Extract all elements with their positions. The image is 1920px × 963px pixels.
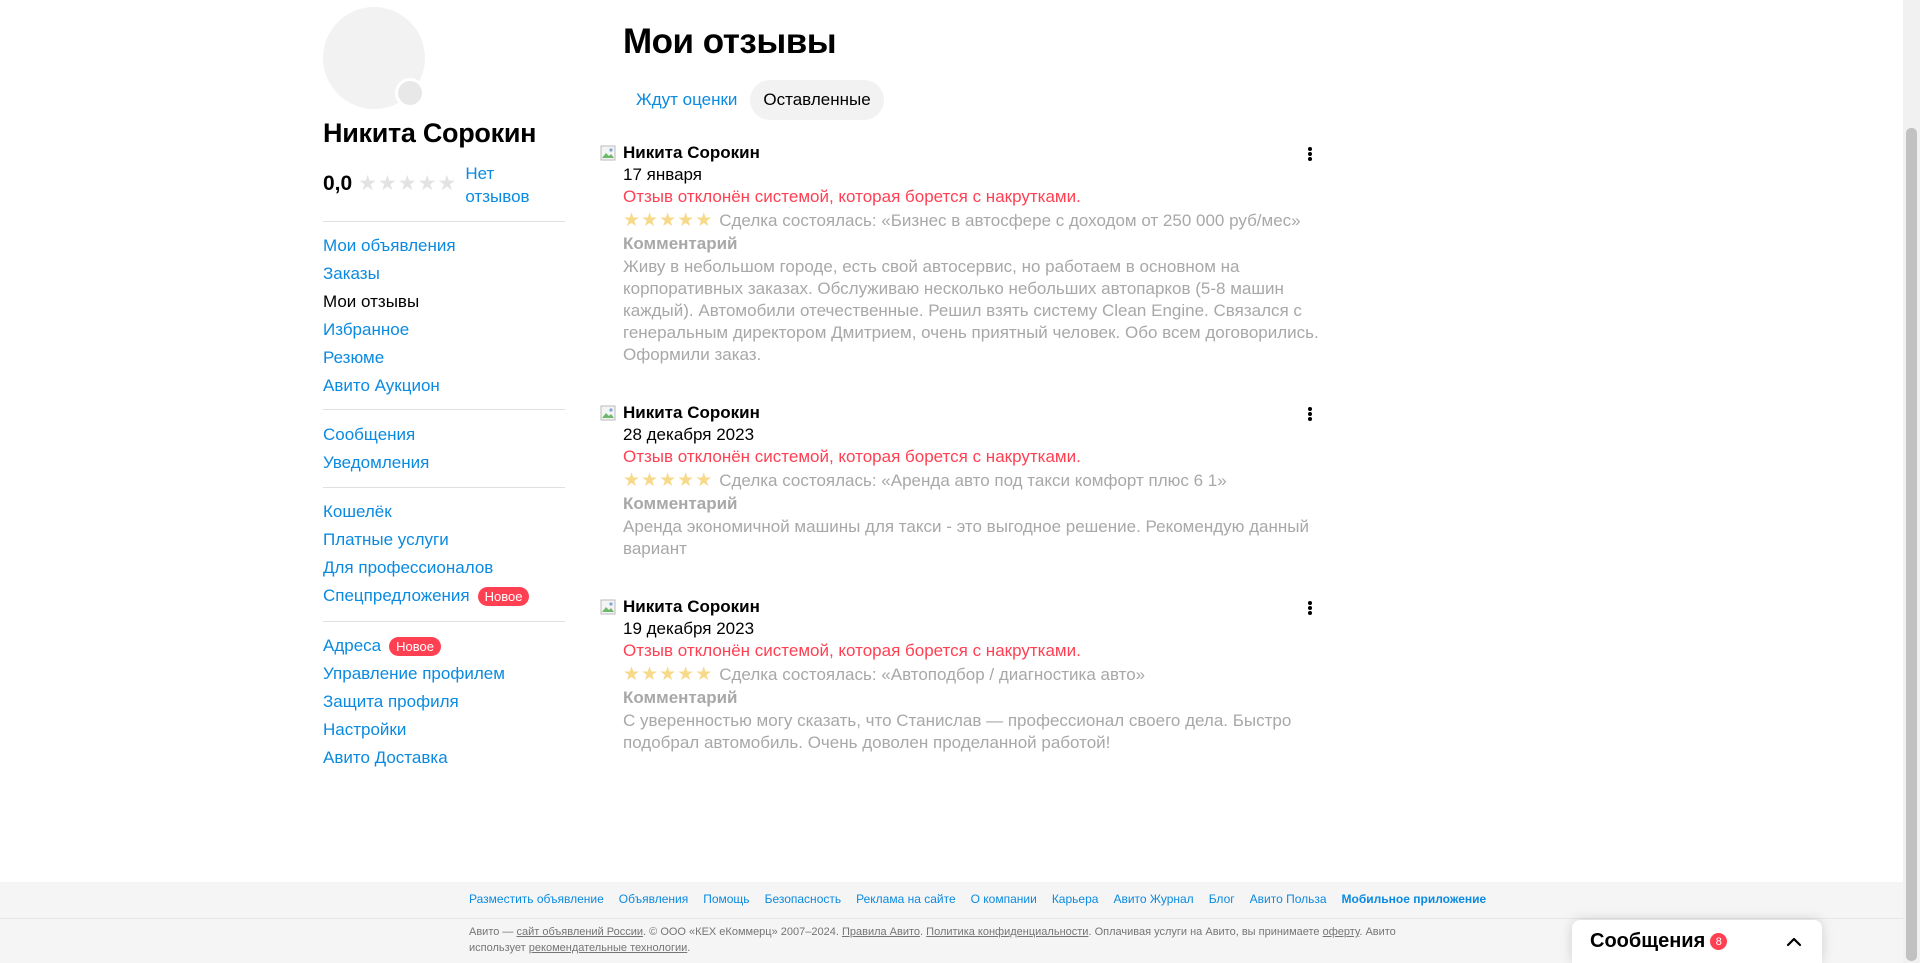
star-icon: ★ <box>677 210 696 231</box>
tab-left[interactable]: Оставленные <box>750 80 883 120</box>
tab-awaiting[interactable]: Ждут оценки <box>636 90 738 109</box>
avatar-status-badge <box>395 78 425 108</box>
profile-name: Никита Сорокин <box>323 118 537 148</box>
star-icon: ★ <box>659 664 678 685</box>
star-icon: ★ <box>623 664 642 685</box>
sidebar-item-1-0[interactable] <box>323 232 456 260</box>
sidebar-item-label: Сообщения <box>323 425 416 444</box>
sidebar-item-label: Спецпредложения <box>323 586 470 605</box>
page-title: Мои отзывы <box>623 22 837 61</box>
sidebar-item-label: Платные услуги <box>323 530 449 549</box>
new-badge: Новое <box>478 587 530 606</box>
legal-link-rules[interactable]: Правила Авито <box>841 926 921 938</box>
comment-text: С уверенностью могу сказать, что Станислав — профессионал своего дела. Быстро подобрал автомобиль. Очень доволен проделанной работой! <box>623 711 1292 752</box>
star-icon: ★ <box>623 210 642 231</box>
footer-link[interactable]: Реклама на сайте <box>856 892 956 906</box>
legal-link-site[interactable]: сайт объявлений России <box>516 926 644 938</box>
review-status: Отзыв отклонён системой, которая борется с накрутками. <box>623 447 1081 466</box>
legal-link-offer[interactable]: оферту <box>1322 926 1360 938</box>
footer-link[interactable]: О компании <box>970 892 1037 906</box>
sidebar-item-3-0[interactable] <box>323 498 529 526</box>
sidebar-item-label: Мои отзывы <box>323 292 420 311</box>
review-status: Отзыв отклонён системой, которая борется с накрутками. <box>623 641 1081 660</box>
review-date: 17 января <box>623 165 702 184</box>
comment-label: Комментарий <box>623 688 738 707</box>
sidebar-item-label: Кошелёк <box>323 502 392 521</box>
sidebar-item-1-1[interactable] <box>323 260 456 288</box>
sidebar-item-label: Мои объявления <box>323 236 456 255</box>
sidebar-item-4-3[interactable] <box>323 716 505 744</box>
sidebar-item-1-5[interactable] <box>323 372 456 400</box>
footer-link[interactable]: Безопасность <box>764 892 842 906</box>
footer-link[interactable]: Авито Журнал <box>1113 892 1194 906</box>
star-icon: ★ <box>695 210 714 231</box>
star-icon: ★ <box>358 172 379 195</box>
footer-link[interactable]: Объявления <box>618 892 689 906</box>
star-icon: ★ <box>695 470 714 491</box>
sidebar-group-main <box>323 232 456 400</box>
more-options-icon[interactable] <box>1303 405 1317 423</box>
comment-label: Комментарий <box>623 494 738 513</box>
legal-link-privacy[interactable]: Политика конфиденциальности <box>926 926 1089 938</box>
sidebar-divider <box>323 487 565 488</box>
star-icon: ★ <box>397 172 418 195</box>
star-icon: ★ <box>659 470 678 491</box>
review-author[interactable]: Никита Сорокин <box>623 143 760 162</box>
star-icon: ★ <box>641 210 660 231</box>
comment-text: Аренда экономичной машины для такси - это выгодное решение. Рекомендую данный вариант <box>623 517 1309 558</box>
footer-legal <box>469 924 1429 956</box>
more-options-icon[interactable] <box>1303 145 1317 163</box>
sidebar-item-2-1[interactable] <box>323 449 429 477</box>
footer-link[interactable]: Помощь <box>703 892 750 906</box>
footer-nav <box>469 892 1501 906</box>
author-photo-icon[interactable] <box>600 405 616 421</box>
sidebar-item-1-4[interactable] <box>323 344 456 372</box>
review-rating-stars <box>623 469 713 492</box>
comment-text: Живу в небольшом городе, есть свой автосервис, но работаем в основном на корпоративных заказах. Обслуживаю несколько небольших автопарков (5-8 машин каждый). Автомобили отечественные. Решил взять систему Clean Engine. Связался с генеральным директором Дмитрием, очень приятный человек. Обо всем договорились. Оформили заказ. <box>623 257 1319 364</box>
rating-stars <box>358 171 457 196</box>
new-badge: Новое <box>389 637 441 656</box>
review-author[interactable]: Никита Сорокин <box>623 403 760 422</box>
sidebar-item-label: Управление профилем <box>323 664 505 683</box>
sidebar-item-label: Авито Аукцион <box>323 376 440 395</box>
star-icon: ★ <box>677 470 696 491</box>
chevron-up-icon[interactable] <box>1784 932 1804 952</box>
sidebar-group-services <box>323 498 529 610</box>
star-icon: ★ <box>641 470 660 491</box>
messenger-title: Сообщения <box>1590 930 1706 952</box>
footer-link[interactable]: Авито Польза <box>1249 892 1327 906</box>
deal-text: Сделка состоялась: «Аренда авто под такси комфорт плюс 6 1» <box>719 470 1227 490</box>
review-deal <box>623 209 1301 232</box>
review-rating-stars <box>623 209 713 232</box>
sidebar-item-label: Для профессионалов <box>323 558 494 577</box>
sidebar-divider <box>323 621 565 622</box>
legal-text: . © ООО «КЕХ еКоммерц» 2007–2024. <box>643 926 842 938</box>
star-icon: ★ <box>695 664 714 685</box>
sidebar-divider <box>323 409 565 410</box>
sidebar-item-3-2[interactable] <box>323 554 529 582</box>
legal-text: . Оплачивая услуги на Авито, вы принимаете <box>1088 926 1323 938</box>
review-tabs <box>623 80 884 120</box>
review-date: 19 декабря 2023 <box>623 619 755 638</box>
legal-link-recommendations[interactable]: рекомендательные технологии <box>528 942 688 954</box>
messenger-widget[interactable] <box>1572 920 1822 963</box>
author-photo-icon[interactable] <box>600 599 616 615</box>
sidebar-item-label: Резюме <box>323 348 385 367</box>
review-deal <box>623 663 1145 686</box>
sidebar-item-label: Авито Доставка <box>323 748 448 767</box>
more-options-icon[interactable] <box>1303 599 1317 617</box>
sidebar-item-4-2[interactable] <box>323 688 505 716</box>
sidebar-divider <box>323 221 565 222</box>
star-icon: ★ <box>677 664 696 685</box>
deal-text: Сделка состоялась: «Бизнес в автосфере с доходом от 250 000 руб/мес» <box>719 210 1301 230</box>
legal-text: . <box>920 926 927 938</box>
star-icon: ★ <box>378 172 398 195</box>
star-icon: ★ <box>417 172 438 195</box>
sidebar-item-3-3[interactable] <box>323 582 529 610</box>
sidebar-item-4-0[interactable] <box>323 632 505 660</box>
sidebar-item-4-1[interactable] <box>323 660 505 688</box>
sidebar-item-4-4[interactable] <box>323 744 505 772</box>
review-author[interactable]: Никита Сорокин <box>623 597 760 616</box>
review-status: Отзыв отклонён системой, которая борется с накрутками. <box>623 187 1081 206</box>
legal-text: . Авито использует <box>469 926 1396 954</box>
review-rating-stars <box>623 663 713 686</box>
sidebar-item-label: Заказы <box>323 264 380 283</box>
star-icon: ★ <box>623 470 642 491</box>
star-icon: ★ <box>659 210 678 231</box>
messenger-unread-badge: 8 <box>1710 933 1727 950</box>
review-deal <box>623 469 1227 492</box>
rating-value: 0,0 <box>323 172 353 195</box>
sidebar-group-communication <box>323 421 429 477</box>
legal-text: Авито — <box>469 926 517 938</box>
sidebar-item-label: Настройки <box>323 720 407 739</box>
review-date: 28 декабря 2023 <box>623 425 755 444</box>
sidebar-item-1-3[interactable] <box>323 316 456 344</box>
sidebar-item-label: Адреса <box>323 636 382 655</box>
star-icon: ★ <box>641 664 660 685</box>
star-icon: ★ <box>437 172 458 195</box>
footer-link[interactable]: Карьера <box>1051 892 1099 906</box>
reviews-count-link[interactable]: Нет отзывов <box>465 164 530 206</box>
legal-text: . <box>687 942 691 954</box>
sidebar-item-1-2[interactable] <box>323 288 456 316</box>
sidebar-item-label: Избранное <box>323 320 410 339</box>
footer-link[interactable]: Разместить объявление <box>469 892 604 906</box>
footer-link[interactable]: Мобильное приложение <box>1341 892 1487 906</box>
sidebar-item-label: Уведомления <box>323 453 430 472</box>
sidebar-group-settings <box>323 632 505 772</box>
profile-rating <box>323 162 535 208</box>
page-scrollbar-thumb[interactable] <box>1906 128 1917 961</box>
sidebar-item-3-1[interactable] <box>323 526 529 554</box>
comment-label: Комментарий <box>623 234 738 253</box>
author-photo-icon[interactable] <box>600 145 616 161</box>
footer-link[interactable]: Блог <box>1208 892 1235 906</box>
sidebar-item-2-0[interactable] <box>323 421 429 449</box>
deal-text: Сделка состоялась: «Автоподбор / диагностика авто» <box>719 664 1146 684</box>
footer-divider <box>0 918 1903 919</box>
sidebar-item-label: Защита профиля <box>323 692 459 711</box>
